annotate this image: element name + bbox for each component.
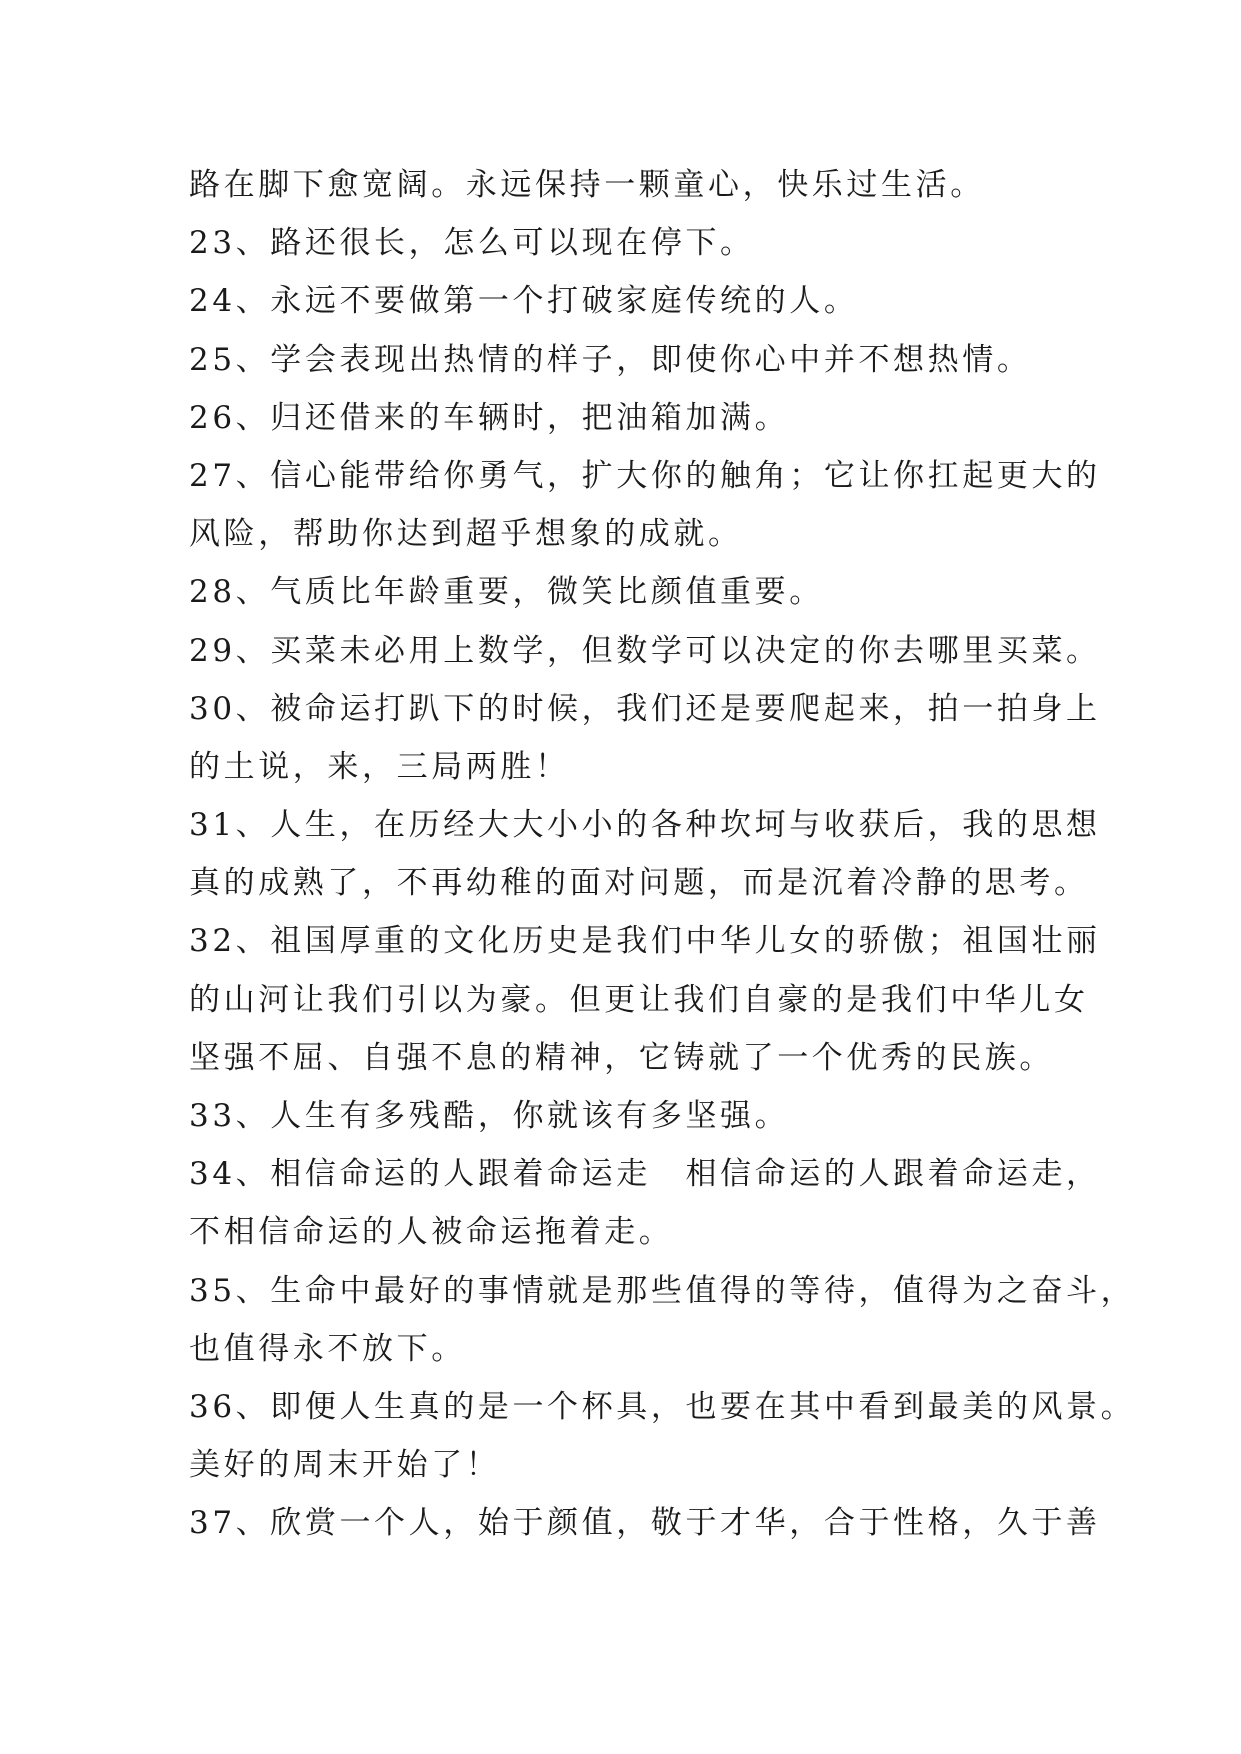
text-line: 坚强不屈、自强不息的精神，它铸就了一个优秀的民族。 [189,1039,1054,1076]
text-line: 不相信命运的人被命运拖着走。 [189,1214,674,1251]
text-line: 风险，帮助你达到超乎想象的成就。 [189,516,743,553]
text-line: 25、学会表现出热情的样子，即使你心中并不想热情。 [189,341,1032,378]
text-line: 24、永远不要做第一个打破家庭传统的人。 [189,283,859,320]
text-line: 27、信心能带给你勇气，扩大你的触角；它让你扛起更大的 [189,457,1101,494]
text-line: 36、即便人生真的是一个杯具，也要在其中看到最美的风景。 [189,1388,1136,1425]
text-line: 35、生命中最好的事情就是那些值得的等待，值得为之奋斗， [189,1272,1136,1309]
text-line: 28、气质比年龄重要，微笑比颜值重要。 [189,574,824,611]
text-line: 真的成熟了，不再幼稚的面对问题，而是沉着冷静的思考。 [189,865,1089,902]
text-line: 29、买菜未必用上数学，但数学可以决定的你去哪里买菜。 [189,632,1101,669]
text-line: 路在脚下愈宽阔。永远保持一颗童心，快乐过生活。 [189,167,985,203]
text-line: 的山河让我们引以为豪。但更让我们自豪的是我们中华儿女 [189,981,1089,1018]
text-line: 31、人生，在历经大大小小的各种坎坷与收获后，我的思想 [189,807,1101,844]
text-line: 23、路还很长，怎么可以现在停下。 [189,225,755,262]
text-line: 34、相信命运的人跟着命运走 相信命运的人跟着命运走， [189,1156,1101,1193]
text-line: 32、祖国厚重的文化历史是我们中华儿女的骄傲；祖国壮丽 [189,923,1101,960]
text-line: 26、归还借来的车辆时，把油箱加满。 [189,399,790,436]
text-line: 37、欣赏一个人，始于颜值，敬于才华，合于性格，久于善 [189,1505,1101,1542]
text-line: 30、被命运打趴下的时候，我们还是要爬起来，拍一拍身上 [189,690,1101,727]
text-line: 的土说，来，三局两胜！ [189,748,570,785]
text-line: 也值得永不放下。 [189,1330,466,1367]
document-body [189,156,1136,1553]
text-line: 33、人生有多残酷，你就该有多坚强。 [189,1098,790,1134]
text-line: 美好的周末开始了！ [189,1447,501,1484]
